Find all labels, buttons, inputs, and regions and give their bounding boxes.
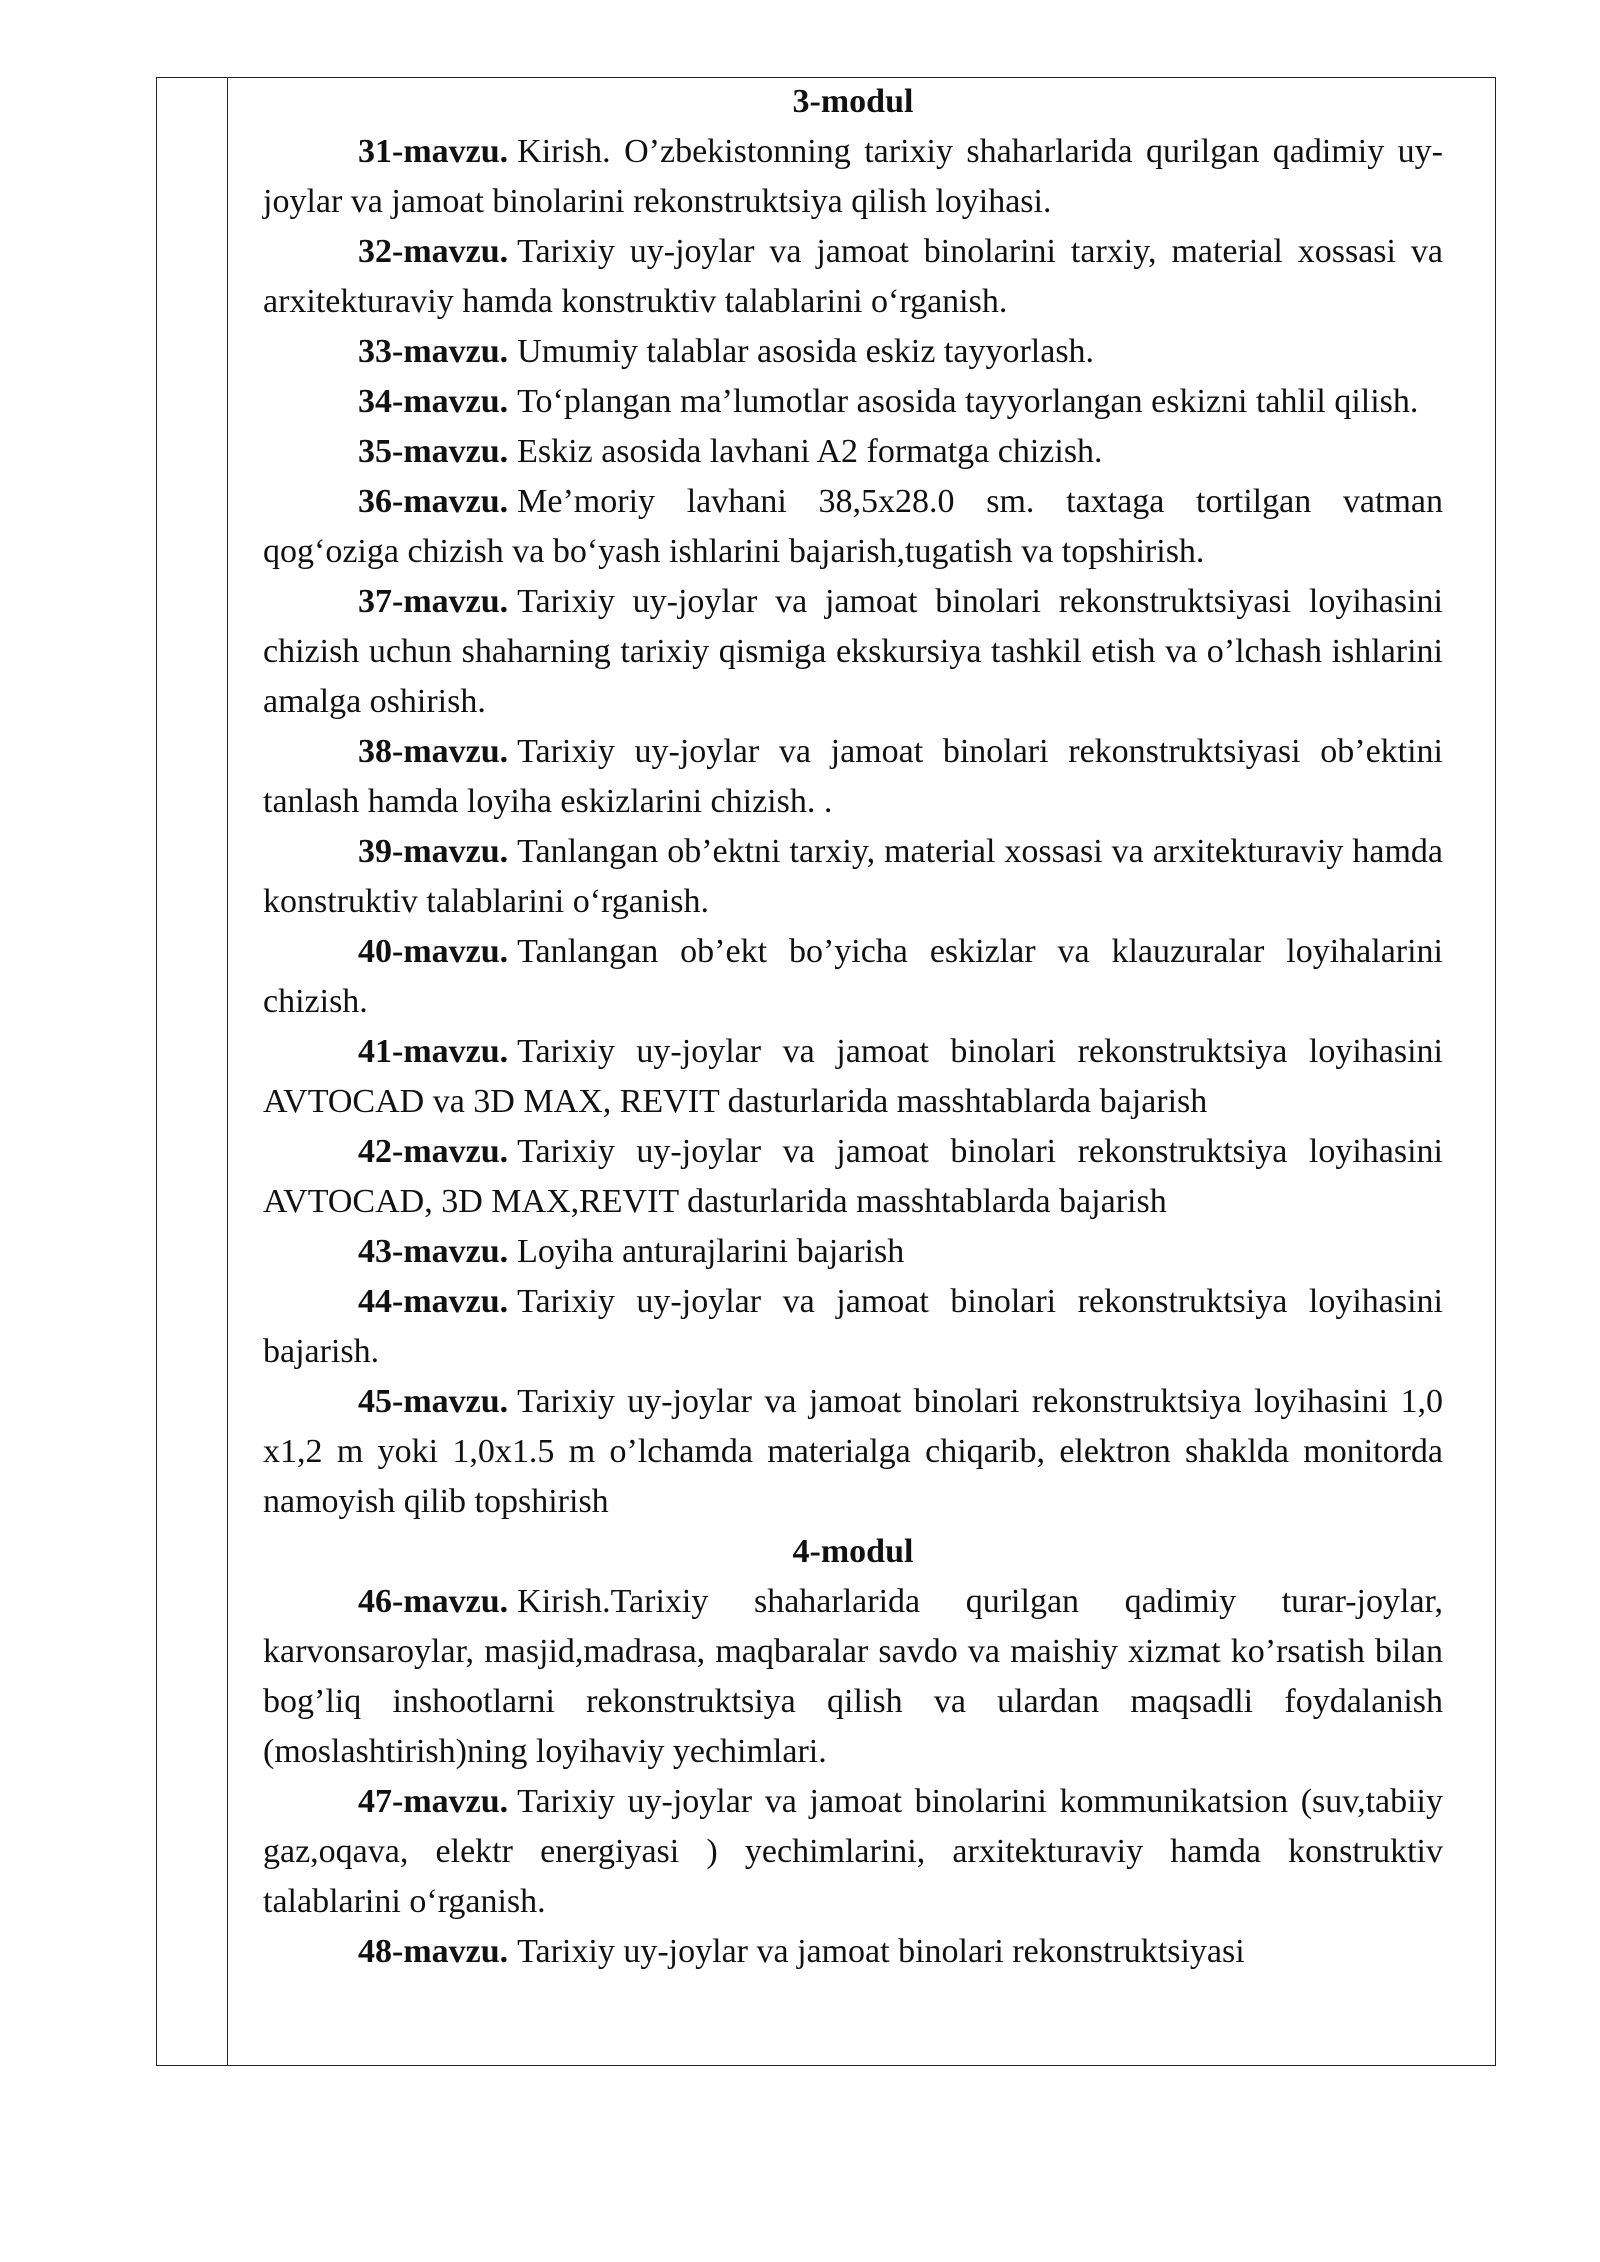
topic-text: Tanlangan ob’ekt bo’yicha eskizlar va klauzuralar loyihalarini chizish. xyxy=(263,933,1443,1020)
topic-paragraph xyxy=(263,1577,1443,1777)
topic-paragraph xyxy=(263,1377,1443,1527)
topic-number: 45-mavzu. xyxy=(358,1383,509,1420)
topic-number: 32-mavzu. xyxy=(358,233,509,270)
topic-number: 31-mavzu. xyxy=(358,133,509,170)
topic-text: Tarixiy uy-joylar va jamoat binolarini kommunikatsion (suv,tabiiy gaz,oqava, elektr energiyasi ) yechimlarini, arxitekturaviy hamda konstruktiv talablarini o‘rganish. xyxy=(263,1783,1443,1920)
topic-paragraph xyxy=(263,1127,1443,1227)
topic-text: Umumiy talablar asosida eskiz tayyorlash. xyxy=(517,333,1095,370)
topic-number: 41-mavzu. xyxy=(358,1033,509,1070)
topic-text: Tarixiy uy-joylar va jamoat binolari rekonstruktsiyasi loyihasini chizish uchun shaharning tarixiy qismiga ekskursiya tashkil etish va o’lchash ishlarini amalga oshirish. xyxy=(263,583,1443,720)
topic-number: 43-mavzu. xyxy=(358,1233,509,1270)
topic-text: Tarixiy uy-joylar va jamoat binolari rekonstruktsiyasi xyxy=(517,1933,1245,1970)
topic-text: Eskiz asosida lavhani A2 formatga chizish. xyxy=(517,433,1103,470)
topic-text: Tarixiy uy-joylar va jamoat binolari rekonstruktsiyasi ob’ektini tanlash hamda loyiha eskizlarini chizish. . xyxy=(263,733,1443,820)
topic-paragraph xyxy=(263,927,1443,1027)
topic-paragraph xyxy=(263,127,1443,227)
topic-text: Tarixiy uy-joylar va jamoat binolari rekonstruktsiya loyihasini bajarish. xyxy=(263,1283,1443,1370)
topic-number: 42-mavzu. xyxy=(358,1133,509,1170)
topic-number: 34-mavzu. xyxy=(358,383,509,420)
topic-number: 47-mavzu. xyxy=(358,1783,509,1820)
topic-paragraph xyxy=(263,227,1443,327)
topic-text: Tarixiy uy-joylar va jamoat binolari rekonstruktsiya loyihasini 1,0 x1,2 m yoki 1,0x1.5 m o’lchamda materialga chiqarib, elektron shaklda monitorda namoyish qilib topshirish xyxy=(263,1383,1443,1520)
topic-paragraph xyxy=(263,727,1443,827)
module-heading: 3-modul xyxy=(792,83,914,120)
topic-paragraph xyxy=(263,1027,1443,1127)
topic-number: 38-mavzu. xyxy=(358,733,509,770)
topic-paragraph xyxy=(263,1927,1443,1977)
topic-number: 35-mavzu. xyxy=(358,433,509,470)
topic-text: Tanlangan ob’ektni tarxiy, material xossasi va arxitekturaviy hamda konstruktiv talablarini o‘rganish. xyxy=(263,833,1443,920)
topic-number: 44-mavzu. xyxy=(358,1283,509,1320)
topic-paragraph xyxy=(263,427,1443,477)
topic-text: Loyiha anturajlarini bajarish xyxy=(517,1233,905,1270)
topic-number: 46-mavzu. xyxy=(358,1583,509,1620)
topic-paragraph xyxy=(263,1277,1443,1377)
topic-number: 39-mavzu. xyxy=(358,833,509,870)
module-heading: 4-modul xyxy=(792,1533,914,1570)
topic-text: Tarixiy uy-joylar va jamoat binolari rekonstruktsiya loyihasini AVTOCAD, 3D MAX,REVIT dasturlarida masshtablarda bajarish xyxy=(263,1133,1443,1220)
topic-paragraph xyxy=(263,1777,1443,1927)
column-divider xyxy=(227,78,228,2065)
topic-number: 36-mavzu. xyxy=(358,483,509,520)
topic-paragraph xyxy=(263,477,1443,577)
topic-text: To‘plangan ma’lumotlar asosida tayyorlangan eskizni tahlil qilish. xyxy=(517,383,1419,420)
topic-paragraph xyxy=(263,377,1443,427)
topic-number: 48-mavzu. xyxy=(358,1933,509,1970)
topic-text: Kirish. O’zbekistonning tarixiy shaharlarida qurilgan qadimiy uy-joylar va jamoat binolarini rekonstruktsiya qilish loyihasi. xyxy=(263,133,1443,220)
topic-text: Tarixiy uy-joylar va jamoat binolarini tarxiy, material xossasi va arxitekturaviy hamda konstruktiv talablarini o‘rganish. xyxy=(263,233,1443,320)
topic-text: Me’moriy lavhani 38,5x28.0 sm. taxtaga tortilgan vatman qog‘oziga chizish va bo‘yash ishlarini bajarish,tugatish va topshirish. xyxy=(263,483,1443,570)
topic-text: Tarixiy uy-joylar va jamoat binolari rekonstruktsiya loyihasini AVTOCAD va 3D MAX, REVIT dasturlarida masshtablarda bajarish xyxy=(263,1033,1443,1120)
topic-number: 33-mavzu. xyxy=(358,333,509,370)
topic-paragraph xyxy=(263,1227,1443,1277)
topic-paragraph xyxy=(263,327,1443,377)
topic-paragraph xyxy=(263,827,1443,927)
topic-paragraph xyxy=(263,577,1443,727)
topic-number: 40-mavzu. xyxy=(358,933,509,970)
module-content xyxy=(263,77,1443,1977)
topic-number: 37-mavzu. xyxy=(358,583,509,620)
topic-text: Kirish.Tarixiy shaharlarida qurilgan qadimiy turar-joylar, karvonsaroylar, masjid,madrasa, maqbaralar savdo va maishiy xizmat ko’rsatish bilan bog’liq inshootlarni rekonstruktsiya qilish va ulardan maqsadli foydalanish (moslashtirish)ning loyihaviy yechimlari. xyxy=(263,1583,1443,1770)
